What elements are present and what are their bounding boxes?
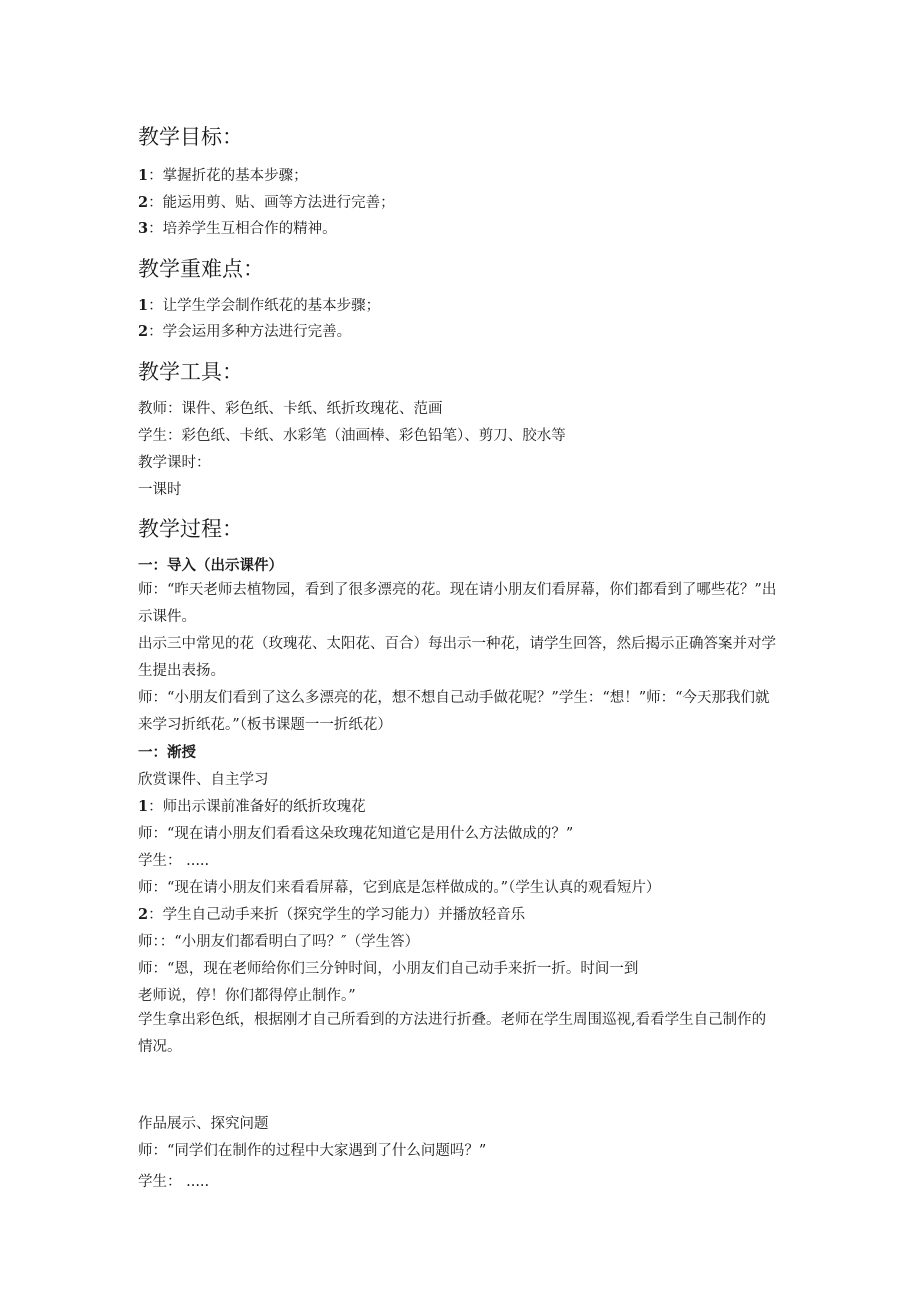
section1-title: 一：导入（出示课件） (138, 557, 283, 574)
section2-line-4: 师：：“小朋友们都看明白了吗？″（学生答） (138, 934, 420, 950)
section2-title: 一：渐授 (138, 744, 196, 761)
goal-item-3-text: ：培养学生互相合作的精神。 (148, 221, 337, 237)
key-point-item-2-num: 2 (138, 323, 149, 340)
goal-item-2-text: ：能运用剪、贴、画等方法进行完善； (148, 195, 395, 211)
section2-item-1 (138, 797, 366, 817)
key-point-item-2-text: ：学会运用多种方法进行完善。 (148, 324, 352, 340)
section2-subheading: 欣赏课件、自主学习 (138, 772, 269, 788)
section2-item-2-text: ：学生自己动手来折（探究学生的学习能力）并播放轻音乐 (148, 907, 526, 923)
section1-paragraph-1: 师：“昨天老师去植物园，看到了很多漂亮的花。现在请小朋友们看屏幕，你们都看到了哪些花？”出示课件。 (138, 582, 777, 625)
tools-hours-label: 教学课时： (138, 455, 211, 471)
goals-heading: 教学目标： (138, 125, 243, 149)
section2-item-1-num: 1 (138, 798, 149, 815)
section3-line-1: 师：“同学们在制作的过程中大家遇到了什么问题吗？” (138, 1143, 487, 1159)
section2-item-1-text: ：师出示课前准备好的纸折玫瑰花 (148, 799, 366, 815)
key-point-item-2 (138, 322, 351, 342)
section2-line-1: 师：“现在请小朋友们看看这朵玫瑰花知道它是用什么方法做成的？” (138, 826, 574, 842)
key-points-heading: 教学重难点： (138, 257, 264, 281)
goal-item-3 (138, 219, 337, 239)
goal-item-1 (138, 166, 308, 186)
goal-item-2-num: 2 (138, 194, 149, 211)
goal-item-2 (138, 193, 395, 213)
section3-line-2: 学生： ..... (138, 1174, 210, 1190)
section2-line-6: 老师说，停！你们都得停止制作。” (138, 988, 356, 1004)
key-point-item-1-num: 1 (138, 297, 149, 314)
section2-item-2-num: 2 (138, 906, 149, 923)
section1-paragraph-3: 师：“小朋友们看到了这么多漂亮的花，想不想自己动手做花呢？”学生：“想！”师：“今天那我们就来学习折纸花。”（板书课题一一折纸花） (138, 690, 770, 733)
tools-teacher: 教师：课件、彩色纸、卡纸、纸折玫瑰花、范画 (138, 401, 443, 417)
section2-line-2: 学生： ..... (138, 853, 210, 869)
goal-item-1-num: 1 (138, 167, 149, 184)
goal-item-3-num: 3 (138, 220, 149, 237)
tools-heading: 教学工具： (138, 360, 243, 384)
goal-item-1-text: ：掌握折花的基本步骤； (148, 168, 308, 184)
tools-hours-value: 一课时 (138, 482, 182, 498)
section2-item-2 (138, 905, 525, 925)
process-heading: 教学过程： (138, 517, 243, 541)
tools-student: 学生：彩色纸、卡纸、水彩笔（油画棒、彩色铅笔）、剪刀、胶水等 (138, 428, 566, 444)
section2-line-3: 师：“现在请小朋友们来看看屏幕，它到底是怎样做成的。”（学生认真的观看短片） (138, 880, 661, 896)
key-point-item-1 (138, 296, 380, 316)
section3-subheading: 作品展示、探究问题 (138, 1116, 269, 1132)
key-point-item-1-text: ：让学生学会制作纸花的基本步骤； (148, 298, 381, 314)
section2-line-5: 师：“恩，现在老师给你们三分钟时间，小朋友们自己动手来折一折。时间一到 (138, 961, 639, 977)
section1-paragraph-2: 出示三中常见的花（玫瑰花、太阳花、百合）每出示一种花，请学生回答，然后揭示正确答案并对学生提出表扬。 (138, 636, 776, 679)
section2-line-7: 学生拿出彩色纸，根据刚才自己所看到的方法进行折叠。老师在学生周围巡视,看看学生自己制作的情况。 (138, 1012, 767, 1055)
